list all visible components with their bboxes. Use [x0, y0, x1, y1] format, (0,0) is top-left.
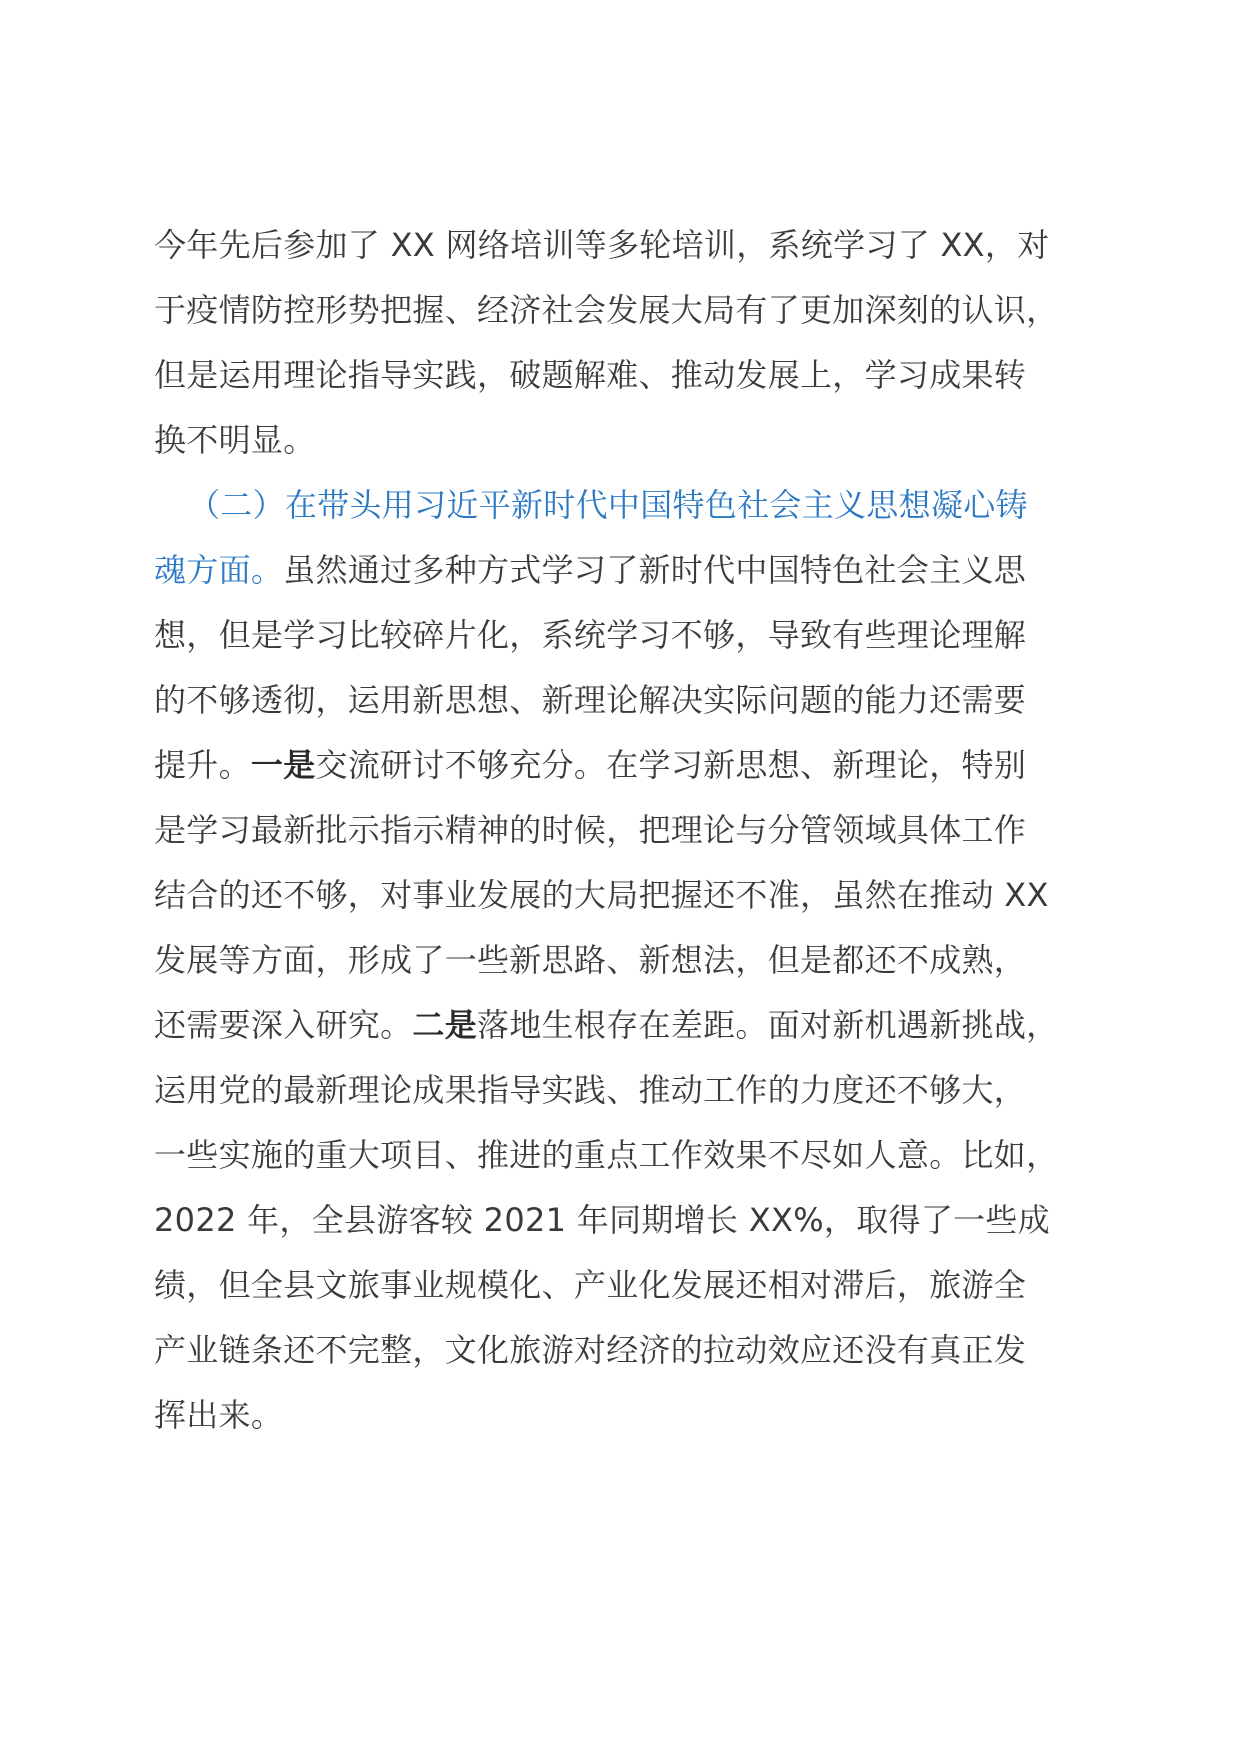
paragraph-2-line: 2022 年，全县游客较 2021 年同期增长 XX%，取得了一些成	[154, 1201, 1051, 1239]
paragraph-2-line: 产业链条还不完整，文化旅游对经济的拉动效应还没有真正发	[154, 1331, 1027, 1369]
paragraph-2-line: 发展等方面，形成了一些新思路、新想法，但是都还不成熟，	[154, 941, 1027, 979]
paragraph-2-line	[154, 733, 1094, 798]
paragraph-2-text: 提升。	[154, 746, 251, 784]
paragraph-2-text: 还需要深入研究。	[154, 1006, 413, 1044]
paragraph-2-line: 绩，但全县文旅事业规模化、产业化发展还相对滞后，旅游全	[154, 1266, 1027, 1304]
document-body	[154, 213, 1094, 1448]
paragraph-2-text: 交流研讨不够充分。在学习新思想、新理论，特别	[315, 746, 1027, 784]
paragraph-2	[154, 473, 1094, 1448]
paragraph-2-line	[154, 993, 1094, 1058]
paragraph-2-line: 的不够透彻，运用新思想、新理论解决实际问题的能力还需要	[154, 681, 1027, 719]
paragraph-2-text: 虽然通过多种方式学习了新时代中国特色社会主义思	[283, 551, 1027, 589]
paragraph-1-line: 于疫情防控形势把握、经济社会发展大局有了更加深刻的认识，	[154, 291, 1059, 329]
paragraph-1-line: 换不明显。	[154, 421, 316, 459]
section-heading-end: 魂方面。	[154, 551, 284, 589]
section-heading-line	[154, 473, 1094, 538]
paragraph-2-line: 结合的还不够，对事业发展的大局把握还不准，虽然在推动 XX	[154, 876, 1049, 914]
paragraph-2-line: 挥出来。	[154, 1396, 284, 1434]
paragraph-2-line: 想，但是学习比较碎片化，系统学习不够，导致有些理论理解	[154, 616, 1027, 654]
paragraph-1-line: 但是运用理论指导实践，破题解难、推动发展上，学习成果转	[154, 356, 1027, 394]
point-2-label: 二是	[412, 1006, 478, 1044]
paragraph-2-line: 运用党的最新理论成果指导实践、推动工作的力度还不够大，	[154, 1071, 1027, 1109]
paragraph-1-line: 今年先后参加了 XX 网络培训等多轮培训，系统学习了 XX，对	[154, 226, 1050, 264]
section-heading: （二）在带头用习近平新时代中国特色社会主义思想凝心铸	[188, 486, 1028, 524]
point-1-label: 一是	[250, 746, 316, 784]
paragraph-1	[154, 213, 1094, 473]
paragraph-2-line: 是学习最新批示指示精神的时候，把理论与分管领域具体工作	[154, 811, 1027, 849]
paragraph-2-text: 落地生根存在差距。面对新机遇新挑战，	[477, 1006, 1059, 1044]
paragraph-2-line: 一些实施的重大项目、推进的重点工作效果不尽如人意。比如，	[154, 1136, 1059, 1174]
paragraph-2-line	[154, 538, 1094, 603]
